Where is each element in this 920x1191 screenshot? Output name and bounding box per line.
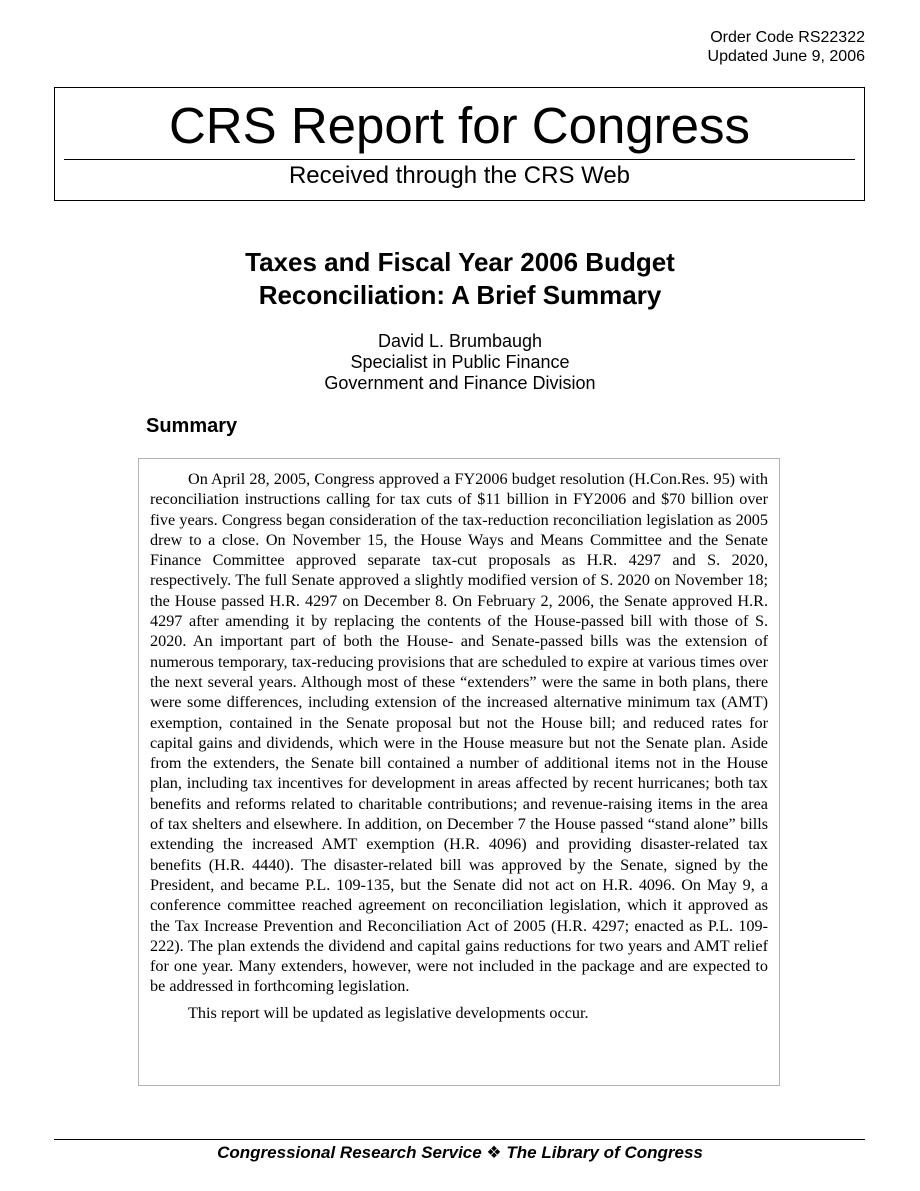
- author-division: Government and Finance Division: [324, 373, 596, 393]
- author-name: David L. Brumbaugh: [377, 331, 543, 351]
- summary-box: [138, 458, 780, 1086]
- report-title: [0, 246, 920, 312]
- footer-divider: [54, 1139, 865, 1140]
- author-block: [0, 331, 920, 394]
- order-code: Order Code RS22322: [710, 29, 865, 46]
- summary-heading: Summary: [146, 415, 238, 437]
- report-title-line-2: Reconciliation: A Brief Summary: [258, 280, 662, 310]
- report-title-line-1: Taxes and Fiscal Year 2006 Budget: [245, 247, 675, 277]
- masthead: [54, 87, 865, 201]
- masthead-divider: [64, 159, 855, 160]
- summary-paragraph-1: On April 28, 2005, Congress approved a FY2006 budget resolution (H.Con.Res. 95) with reconciliation instructions calling for tax cuts of $11 billion in FY2006 and $70 billion over five years. Congress began consideration of the tax-reduction reconciliation legislation as 2005 drew to a close. On November 15, the House Ways and Means Committee and the Senate Finance Committee approved separate tax-cut proposals as H.R. 4297 and S. 2020, respectively. The full Senate approved a slightly modified version of S. 2020 on November 18; the House passed H.R. 4297 on December 8. On February 2, 2006, the Senate approved H.R. 4297 after amending it by replacing the contents of the House-passed bill with those of S. 2020. An important part of both the House- and Senate-passed bills was the extension of numerous temporary, tax-reducing provisions that are scheduled to expire at various times over the next several years. Although most of these “extenders” were the same in both plans, there were some differences, including extension of the increased alternative minimum tax (AMT) exemption, contained in the Senate proposal but not the House bill; and reduced rates for capital gains and dividends, which were in the House measure but not the Senate plan. Aside from the extenders, the Senate bill contained a number of additional items not in the House plan, including tax incentives for development in areas affected by recent hurricanes; both tax benefits and reforms related to charitable contributions; and revenue-raising items in the area of tax shelters and elsewhere. In addition, on December 7 the House passed “stand alone” bills extending the increased AMT exemption (H.R. 4096) and providing disaster-related tax benefits (H.R. 4440). The disaster-related bill was approved by the Senate, signed by the President, and became P.L. 109-135, but the Senate did not act on H.R. 4096. On May 9, a conference committee reached agreement on reconciliation legislation, which it approved as the Tax Increase Prevention and Reconciliation Act of 2005 (H.R. 4297; enacted as P.L. 109-222). The plan extends the dividend and capital gains reductions for two years and AMT relief for one year. Many extenders, however, were not included in the package and are expected to be addressed in forthcoming legislation.: [150, 470, 768, 996]
- footer-text: Congressional Research Service ❖ The Library of Congress: [217, 1143, 703, 1162]
- updated-date: Updated June 9, 2006: [707, 48, 865, 65]
- masthead-subtitle: Received through the CRS Web: [288, 162, 631, 189]
- masthead-title: CRS Report for Congress: [168, 97, 751, 154]
- order-info: [708, 28, 865, 66]
- summary-paragraph-2: This report will be updated as legislative developments occur.: [188, 1003, 589, 1022]
- author-title: Specialist in Public Finance: [350, 352, 570, 372]
